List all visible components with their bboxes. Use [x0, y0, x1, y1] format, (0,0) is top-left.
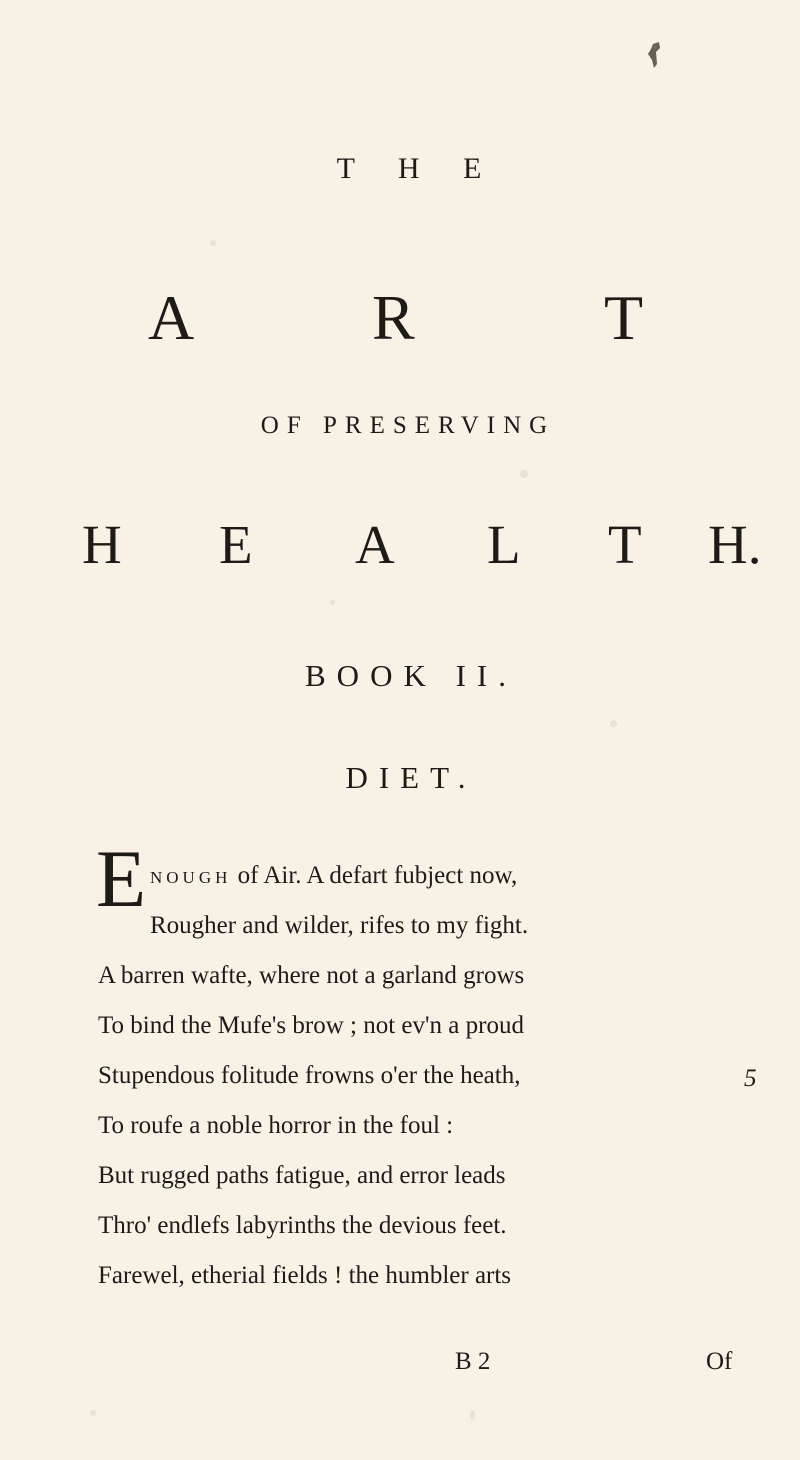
book-title: BOOK II. [305, 658, 517, 693]
lead-small-caps: NOUGH [150, 868, 232, 887]
verse-line [0, 1102, 800, 1150]
verse-line [0, 952, 800, 1000]
title-art-letter: T [604, 282, 644, 353]
verse-line-1-rest: of Air. A defart fubject now, [231, 862, 518, 889]
title-health-letter: L [487, 514, 521, 575]
verse-line-text: But rugged paths fatigue, and error leads [98, 1162, 506, 1189]
verse-line-text: Farewel, etherial fields ! the humbler arts [98, 1262, 512, 1289]
verse-line-text: Thro' endlefs labyrinths the devious feet. [98, 1212, 507, 1239]
verse-line [0, 1002, 800, 1050]
title-health [0, 510, 800, 580]
title-health-letter: E [219, 514, 253, 575]
title-the: T H E [336, 152, 500, 185]
paper-speck [210, 240, 216, 246]
paper-speck [90, 1410, 96, 1416]
verse-line-text: Rougher and wilder, rifes to my fight. [150, 912, 529, 939]
title-health-letter: H. [708, 514, 762, 575]
paper-speck [330, 600, 335, 605]
verse-line [0, 852, 800, 900]
catchword: Of [706, 1348, 733, 1375]
verse-line [0, 1152, 800, 1200]
paper-speck [610, 720, 617, 727]
verse-line-text: To roufe a noble horror in the foul : [98, 1112, 454, 1139]
title-health-letter: A [355, 514, 395, 575]
paper-speck [520, 470, 528, 478]
verse-line-text: A barren wafte, where not a garland grows [98, 962, 525, 989]
title-health-letter: H [82, 514, 122, 575]
signature-mark: B 2 [455, 1348, 491, 1375]
paper-speck [470, 1410, 475, 1420]
title-art [0, 278, 800, 358]
verse-line-text [150, 852, 517, 902]
title-of-preserving: OF PRESERVING [260, 412, 556, 439]
section-title: DIET. [345, 760, 477, 795]
line-number: 5 [744, 1065, 757, 1092]
drop-cap: E [96, 833, 147, 924]
title-art-letter: A [148, 282, 195, 353]
verse-line [0, 1252, 800, 1300]
ornament-icon [640, 40, 670, 70]
verse-line [0, 902, 800, 950]
verse-line [0, 1052, 800, 1100]
verse-line-text: To bind the Mufe's brow ; not ev'n a proud [98, 1012, 524, 1039]
title-art-letter: R [372, 282, 415, 353]
verse-line [0, 1202, 800, 1250]
verse-line-text: Stupendous folitude frowns o'er the heath, [98, 1062, 521, 1089]
title-health-letter: T [608, 514, 642, 575]
